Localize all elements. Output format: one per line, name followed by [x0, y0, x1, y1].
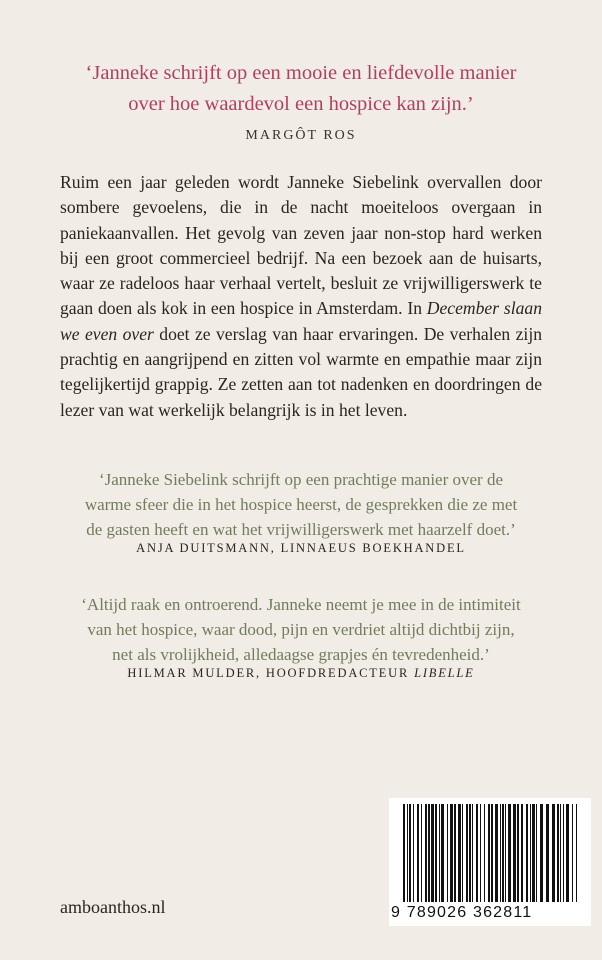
barcode-bar [500, 804, 501, 902]
quote3-line-2: van het hospice, waar dood, pijn en verdriet altijd dichtbij zijn, [87, 620, 515, 639]
barcode-bar [491, 804, 493, 902]
quote3-attribution-magazine: LIBELLE [414, 666, 475, 680]
barcode-bar [413, 804, 414, 902]
barcode-bar [563, 804, 564, 902]
barcode-bar [428, 804, 430, 902]
quote2-line-1: ‘Janneke Siebelink schrijft op een prachtige manier over de [98, 470, 504, 489]
top-review-quote [40, 58, 562, 120]
barcode-bar [532, 804, 535, 902]
blurb-paragraph [60, 170, 542, 423]
barcode-bar [505, 804, 506, 902]
barcode-bar [488, 804, 490, 902]
barcode-bar [466, 804, 468, 902]
barcode-bar [407, 804, 408, 902]
barcode-bar [472, 804, 473, 902]
barcode-bar [560, 804, 561, 902]
barcode-bar [552, 804, 555, 902]
barcode-bar [431, 804, 434, 902]
barcode-bar [540, 804, 543, 902]
publisher-website: amboanthos.nl [60, 897, 166, 917]
book-blurb [60, 170, 542, 423]
blurb-part-2: doet ze verslag van haar ervaringen. De verhalen zijn prachtig en aangrijpend en zitten vol warmte en empathie maar zijn tegelijkertijd grappig. Ze zetten aan tot nadenken en doordringen de lezer van wat werkelijk belangrijk is in het leven. [60, 323, 543, 420]
barcode-bar [421, 804, 422, 902]
barcode-bar [454, 804, 456, 902]
quote2-line-2: warme sfeer die in het hospice heerst, de gesprekken die ze met [84, 495, 518, 514]
barcode-bar [572, 804, 573, 902]
quote3-attribution [40, 666, 562, 681]
review-quote-3 [50, 592, 552, 667]
top-quote-line-1: ‘Janneke schrijft op een mooie en liefdevolle manier [85, 62, 517, 84]
barcode-bar [521, 804, 523, 902]
barcode-bar [450, 804, 453, 902]
barcode-bar [403, 804, 405, 902]
barcode-bar [469, 804, 471, 902]
blurb-book-title: December slaan we even over [60, 298, 542, 344]
barcode-bar [409, 804, 411, 902]
barcode-bar [484, 804, 485, 902]
barcode-bar [557, 804, 559, 902]
barcode-bar [425, 804, 427, 902]
barcode-bar [462, 804, 463, 902]
barcode-bar [526, 804, 528, 902]
isbn-barcode [389, 798, 591, 926]
barcode-bar [441, 804, 444, 902]
barcode-bar [502, 804, 504, 902]
barcode-bar [530, 804, 531, 902]
barcode-bar [576, 804, 577, 902]
barcode-bar [546, 804, 549, 902]
barcode-bar [447, 804, 448, 902]
review-quote-2 [50, 467, 552, 542]
top-quote-line-2: over hoe waardevol een hospice kan zijn.’ [128, 93, 474, 115]
isbn-digits: 9 789026 362811 [391, 904, 533, 921]
barcode-bar [476, 804, 478, 902]
barcode-bar [417, 804, 419, 902]
barcode-bar [435, 804, 437, 902]
barcode-bars [395, 804, 585, 904]
blurb-part-1: Ruim een jaar geleden wordt Janneke Siebelink overvallen door sombere gevoelens, die in de nacht moeiteloos overgaan in paniekaanvallen. Het gevolg van zeven jaar non-stop hard werken bij een groot commercieel bedrijf. Na een bezoek aan de huisarts, waar ze radeloos haar verhaal vertelt, besluit ze vrijwilligerswerk te gaan doen als kok in een hospice in Amsterdam. In [60, 172, 542, 319]
quote3-line-1: ‘Altijd raak en ontroerend. Janneke neemt je mee in de intimiteit [81, 595, 521, 614]
barcode-bar [566, 804, 569, 902]
barcode-bar [480, 804, 481, 902]
barcode-bar [513, 804, 516, 902]
barcode-bar [458, 804, 461, 902]
barcode-bar [495, 804, 498, 902]
top-quote-attribution: MARGÔT ROS [245, 128, 357, 143]
barcode-bar [536, 804, 537, 902]
quote2-line-3: de gasten heeft en wat het vrijwilligerswerk met haarzelf doet.’ [86, 520, 516, 539]
barcode-bar [439, 804, 440, 902]
quote2-attribution: ANJA DUITSMANN, LINNAEUS BOEKHANDEL [136, 541, 466, 555]
barcode-bar [508, 804, 511, 902]
barcode-bar [517, 804, 519, 902]
quote3-attribution-name: HILMAR MULDER, HOOFDREDACTEUR [127, 666, 415, 680]
quote3-line-3: net als vrolijkheid, alledaagse grapjes én tevredenheid.’ [112, 645, 490, 664]
